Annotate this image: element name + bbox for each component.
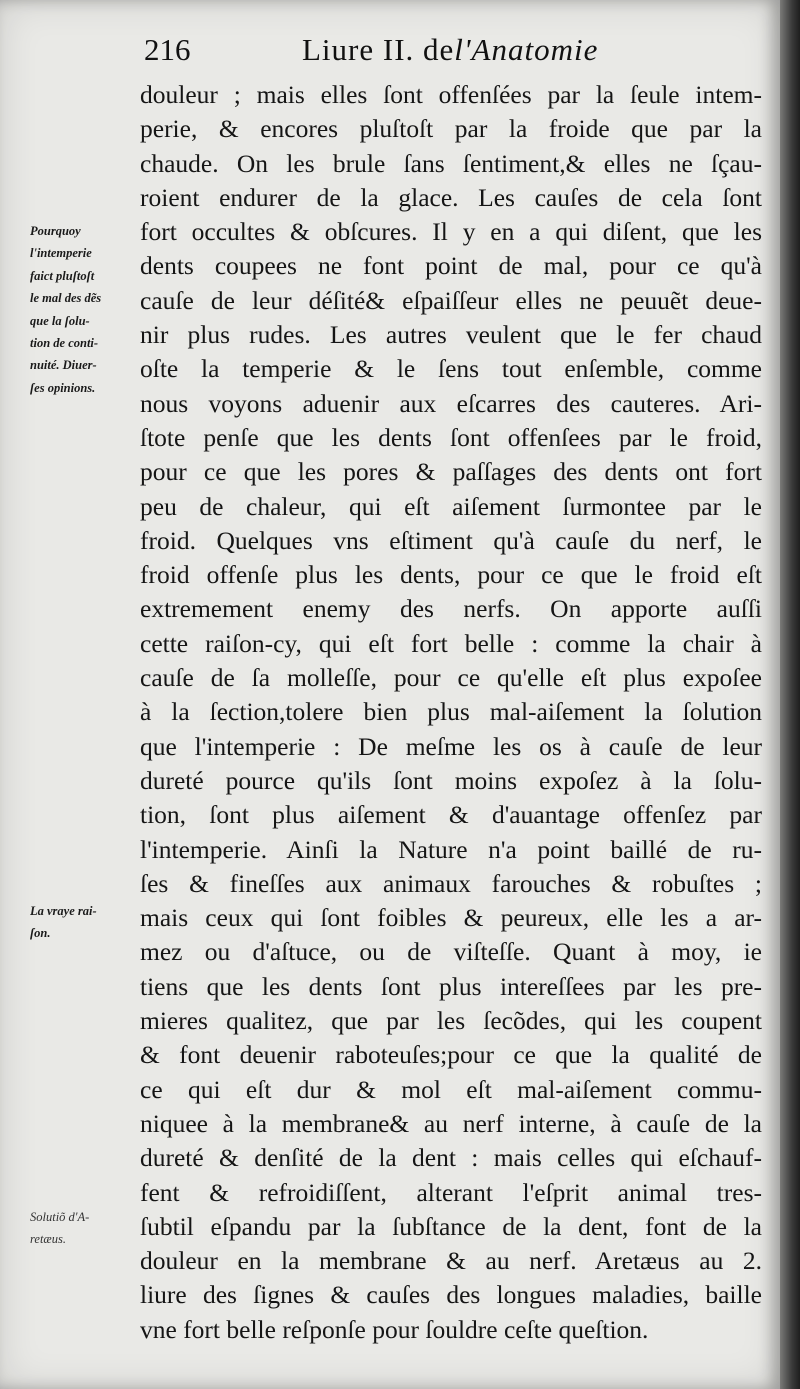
text-line: ce qui eſt dur & mol eſt mal-aiſement commu- (140, 1074, 762, 1104)
text-line: ſes & fineſſes aux animaux farouches & robuſtes ; (140, 868, 762, 898)
text-line: ſubtil eſpandu par la ſubſtance de la dent, font de la (140, 1211, 762, 1241)
text-line: oſte la temperie & le ſens tout enſemble, comme (140, 354, 762, 384)
margin-note-solution-aretaeus (30, 1206, 156, 1251)
margin-note-line: tion de conti- (30, 335, 99, 350)
margin-note-pourquoy (30, 220, 156, 399)
text-line: froid offenſe plus les dents, pour ce que le froid eſt (140, 560, 762, 590)
text-line: fort occultes & obſcures. Il y en a qui diſent, que les (140, 217, 762, 247)
text-line: l'intemperie. Ainſi la Nature n'a point baillé de ru- (140, 834, 762, 864)
text-line: perie, & encores pluſtoſt par la froide que par la (140, 114, 762, 144)
margin-note-line: retæus. (30, 1232, 66, 1247)
running-title-roman: Liure II. de (302, 32, 455, 67)
margin-note-line: nuité. Diuer- (30, 358, 97, 373)
text-line: niquee à la membrane& au nerf interne, à cauſe de la (140, 1108, 762, 1138)
text-line: tion, ſont plus aiſement & d'auantage offenſez par (140, 800, 762, 830)
text-line: chaude. On les brule ſans ſentiment,& elles ne ſçau- (140, 148, 762, 178)
margin-note-line: que la ſolu- (30, 313, 90, 328)
text-line: mieres qualitez, que par les ſecõdes, qui les coupent (140, 1006, 762, 1036)
text-line: & font deuenir raboteuſes;pour ce que la qualité de (140, 1040, 762, 1070)
text-line: dents coupees ne font point de mal, pour ce qu'à (140, 251, 762, 281)
body-text (140, 78, 762, 1347)
text-line: mais ceux qui ſont foibles & peureux, elle les a ar- (140, 903, 762, 933)
text-line: roient endurer de la glace. Les cauſes de cela ſont (140, 182, 762, 212)
text-line: dureté & denſité de la dent : mais celles qui eſchauf- (140, 1143, 762, 1173)
text-line: mez ou d'aſtuce, ou de viſteſſe. Quant à moy, ie (140, 937, 762, 967)
text-line: extremement enemy des nerfs. On apporte auſſi (140, 594, 762, 624)
margin-note-line: Pourquoy (30, 224, 81, 238)
page-header (140, 30, 760, 70)
text-line: nous voyons aduenir aux eſcarres des cauteres. Ari- (140, 388, 762, 418)
text-line: cauſe de ſa molleſſe, pour ce qu'elle eſt plus expoſee (140, 663, 762, 693)
text-line: ſtote penſe que les dents ſont offenſees par le froid, (140, 422, 762, 452)
text-line: fent & refroidiſſent, alterant l'eſprit animal tres- (140, 1177, 762, 1207)
margin-note-line: Solutiõ d'A- (30, 1210, 90, 1224)
running-title (302, 32, 598, 68)
margin-note-line: l'intemperie (30, 246, 92, 261)
text-line: à la ſection,tolere bien plus mal-aiſement la ſolution (140, 697, 762, 727)
text-line: pour ce que les pores & paſſages des dents ont fort (140, 457, 762, 487)
margin-note-line: faict pluſtoſt (30, 268, 95, 283)
text-line: douleur en la membrane & au nerf. Aretæus au 2. (140, 1246, 762, 1276)
text-line: vne fort belle reſponſe pour ſouldre ceſte queſtion. (140, 1314, 649, 1344)
text-line: dureté pource qu'ils ſont moins expoſez à la ſolu- (140, 765, 762, 795)
page-edge-shadow (780, 0, 800, 1389)
text-line: froid. Quelques vns eſtiment qu'à cauſe du nerf, le (140, 525, 762, 555)
text-line: tiens que les dents ſont plus intereſſees par les pre- (140, 971, 762, 1001)
margin-note-vraye-raison (30, 900, 156, 945)
text-line: nir plus rudes. Les autres veulent que le fer chaud (140, 320, 762, 350)
margin-note-line: le mal des dẽs (30, 291, 102, 306)
running-title-italic: l'Anatomie (454, 32, 599, 67)
margin-note-line: ſes opinions. (30, 380, 96, 395)
text-line: cauſe de leur déſité& eſpaiſſeur elles ne peuuẽt deue- (140, 285, 762, 315)
text-line: cette raiſon-cy, qui eſt fort belle : comme la chair à (140, 628, 762, 658)
text-line: que l'intemperie : De meſme les os à cauſe de leur (140, 731, 762, 761)
page-number: 216 (144, 32, 191, 67)
text-line: liure des ſignes & cauſes des longues maladies, baille (140, 1280, 762, 1310)
margin-note-line: La vraye rai- (30, 904, 97, 918)
text-line: peu de chaleur, qui eſt aiſement ſurmontee par le (140, 491, 762, 521)
text-line: douleur ; mais elles ſont offenſées par la ſeule intem- (140, 80, 762, 109)
margin-note-line: ſon. (30, 926, 51, 941)
